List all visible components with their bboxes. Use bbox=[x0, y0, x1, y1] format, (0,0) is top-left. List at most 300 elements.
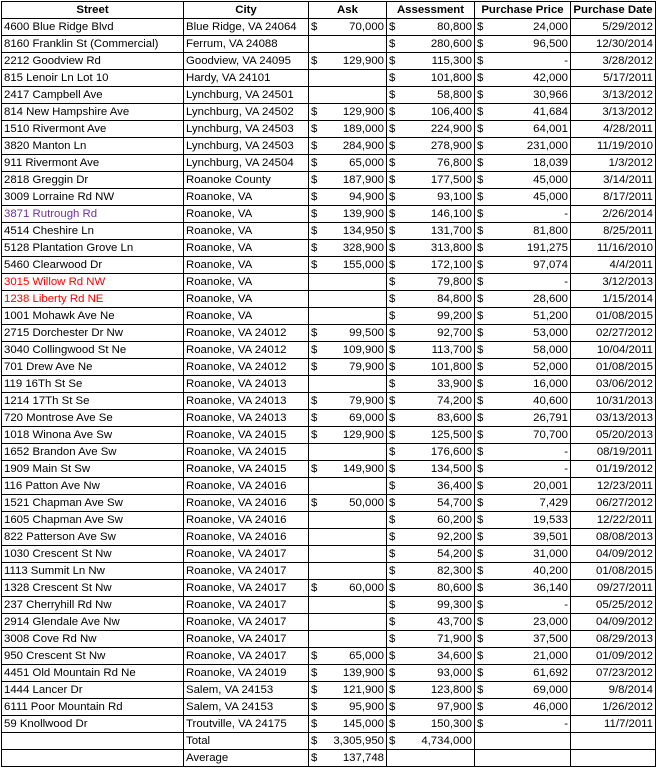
purchase-price-cell[interactable] bbox=[475, 665, 571, 682]
currency-symbol: $ bbox=[389, 428, 396, 441]
street-cell[interactable]: 701 Drew Ave Ne bbox=[2, 359, 184, 376]
summary-price-cell[interactable] bbox=[475, 733, 571, 750]
ask-cell-value: 328,900 bbox=[342, 241, 384, 254]
purchase-date-cell[interactable]: 05/25/2012 bbox=[571, 597, 656, 614]
purchase-price-cell[interactable] bbox=[475, 648, 571, 665]
ask-cell[interactable] bbox=[309, 495, 387, 512]
purchase-date-cell[interactable]: 3/13/2012 bbox=[571, 87, 656, 104]
purchase-date-cell[interactable]: 2/26/2014 bbox=[571, 206, 656, 223]
purchase-date-cell[interactable]: 3/28/2012 bbox=[571, 53, 656, 70]
assessment-cell[interactable] bbox=[387, 240, 475, 257]
header-street[interactable]: Street bbox=[2, 2, 184, 19]
purchase-price-cell[interactable] bbox=[475, 614, 571, 631]
city-cell[interactable]: Roanoke, VA 24012 bbox=[184, 325, 309, 342]
assessment-cell[interactable] bbox=[387, 325, 475, 342]
ask-cell[interactable] bbox=[309, 597, 387, 614]
city-cell[interactable]: Roanoke, VA 24013 bbox=[184, 410, 309, 427]
city-cell[interactable]: Roanoke, VA 24015 bbox=[184, 427, 309, 444]
purchase-price-cell[interactable] bbox=[475, 223, 571, 240]
purchase-price-cell[interactable] bbox=[475, 70, 571, 87]
assessment-cell[interactable] bbox=[387, 665, 475, 682]
currency-symbol: $ bbox=[311, 54, 318, 67]
purchase-price-cell[interactable] bbox=[475, 546, 571, 563]
assessment-cell[interactable] bbox=[387, 563, 475, 580]
street-cell[interactable]: 815 Lenoir Ln Lot 10 bbox=[2, 70, 184, 87]
purchase-price-cell[interactable] bbox=[475, 393, 571, 410]
assessment-cell[interactable] bbox=[387, 359, 475, 376]
purchase-date-cell[interactable]: 08/19/2011 bbox=[571, 444, 656, 461]
purchase-price-cell[interactable] bbox=[475, 444, 571, 461]
city-cell[interactable]: Troutville, VA 24175 bbox=[184, 716, 309, 733]
assessment-cell[interactable] bbox=[387, 53, 475, 70]
purchase-date-cell[interactable]: 5/17/2011 bbox=[571, 70, 656, 87]
purchase-price-cell-value: 191,275 bbox=[526, 241, 568, 254]
header-assessment[interactable]: Assessment bbox=[387, 2, 475, 19]
assessment-cell[interactable] bbox=[387, 461, 475, 478]
city-cell[interactable]: Roanoke, VA bbox=[184, 257, 309, 274]
purchase-date-cell[interactable]: 04/09/2012 bbox=[571, 546, 656, 563]
assessment-cell[interactable] bbox=[387, 529, 475, 546]
purchase-date-cell[interactable]: 01/08/2015 bbox=[571, 563, 656, 580]
purchase-date-cell[interactable]: 10/31/2013 bbox=[571, 393, 656, 410]
city-cell[interactable]: Roanoke, VA 24016 bbox=[184, 495, 309, 512]
purchase-date-cell[interactable]: 1/26/2012 bbox=[571, 699, 656, 716]
ask-cell[interactable] bbox=[309, 87, 387, 104]
city-cell[interactable]: Roanoke, VA 24017 bbox=[184, 614, 309, 631]
purchase-price-cell[interactable] bbox=[475, 87, 571, 104]
city-cell[interactable]: Roanoke, VA 24016 bbox=[184, 512, 309, 529]
city-cell[interactable]: Goodview, VA 24095 bbox=[184, 53, 309, 70]
city-cell[interactable]: Lynchburg, VA 24501 bbox=[184, 87, 309, 104]
ask-cell[interactable] bbox=[309, 291, 387, 308]
purchase-price-cell[interactable] bbox=[475, 240, 571, 257]
ask-cell[interactable] bbox=[309, 682, 387, 699]
currency-symbol: $ bbox=[389, 377, 396, 390]
summary-price-cell[interactable] bbox=[475, 750, 571, 767]
purchase-price-cell[interactable] bbox=[475, 206, 571, 223]
street-cell[interactable]: 911 Rivermont Ave bbox=[2, 155, 184, 172]
city-cell[interactable]: Salem, VA 24153 bbox=[184, 682, 309, 699]
summary-assessment-cell[interactable] bbox=[387, 750, 475, 767]
city-cell[interactable]: Roanoke, VA 24015 bbox=[184, 461, 309, 478]
purchase-date-cell[interactable]: 10/04/2011 bbox=[571, 342, 656, 359]
purchase-price-cell[interactable] bbox=[475, 716, 571, 733]
purchase-price-cell[interactable] bbox=[475, 529, 571, 546]
summary-date-cell[interactable] bbox=[571, 750, 656, 767]
summary-label-cell[interactable]: Average bbox=[184, 750, 309, 767]
ask-cell[interactable] bbox=[309, 70, 387, 87]
city-cell[interactable]: Roanoke, VA 24017 bbox=[184, 580, 309, 597]
purchase-date-cell[interactable]: 11/19/2010 bbox=[571, 138, 656, 155]
street-cell[interactable]: 2818 Greggin Dr bbox=[2, 172, 184, 189]
purchase-price-cell[interactable] bbox=[475, 478, 571, 495]
currency-symbol: $ bbox=[389, 513, 396, 526]
purchase-price-cell[interactable] bbox=[475, 495, 571, 512]
assessment-cell-value: 33,900 bbox=[437, 377, 472, 390]
city-cell[interactable]: Lynchburg, VA 24504 bbox=[184, 155, 309, 172]
ask-cell[interactable] bbox=[309, 699, 387, 716]
purchase-date-cell[interactable]: 5/29/2012 bbox=[571, 19, 656, 36]
city-cell[interactable]: Roanoke, VA 24012 bbox=[184, 342, 309, 359]
ask-cell-value: 50,000 bbox=[349, 496, 384, 509]
assessment-cell[interactable] bbox=[387, 444, 475, 461]
purchase-date-cell[interactable]: 01/08/2015 bbox=[571, 359, 656, 376]
city-cell[interactable]: Roanoke, VA 24019 bbox=[184, 665, 309, 682]
purchase-price-cell[interactable] bbox=[475, 580, 571, 597]
assessment-cell-value: 54,700 bbox=[437, 496, 472, 509]
street-cell[interactable]: 4600 Blue Ridge Blvd bbox=[2, 19, 184, 36]
ask-cell[interactable] bbox=[309, 223, 387, 240]
city-cell[interactable]: Roanoke, VA 24013 bbox=[184, 376, 309, 393]
purchase-date-cell[interactable]: 4/28/2011 bbox=[571, 121, 656, 138]
street-cell[interactable]: 4451 Old Mountain Rd Ne bbox=[2, 665, 184, 682]
table-row bbox=[2, 172, 656, 189]
header-ask[interactable]: Ask bbox=[309, 2, 387, 19]
purchase-date-cell[interactable]: 8/25/2011 bbox=[571, 223, 656, 240]
street-cell[interactable]: 5460 Clearwood Dr bbox=[2, 257, 184, 274]
street-cell[interactable]: 1030 Crescent St Nw bbox=[2, 546, 184, 563]
assessment-cell[interactable] bbox=[387, 427, 475, 444]
purchase-date-cell[interactable]: 01/08/2015 bbox=[571, 308, 656, 325]
purchase-price-cell[interactable] bbox=[475, 36, 571, 53]
ask-cell[interactable] bbox=[309, 206, 387, 223]
ask-cell[interactable] bbox=[309, 138, 387, 155]
assessment-cell[interactable] bbox=[387, 155, 475, 172]
purchase-date-cell[interactable]: 03/06/2012 bbox=[571, 376, 656, 393]
city-cell[interactable]: Roanoke, VA 24013 bbox=[184, 393, 309, 410]
assessment-cell[interactable] bbox=[387, 189, 475, 206]
currency-symbol: $ bbox=[311, 649, 318, 662]
assessment-cell[interactable] bbox=[387, 376, 475, 393]
assessment-cell[interactable] bbox=[387, 393, 475, 410]
purchase-price-cell[interactable] bbox=[475, 699, 571, 716]
currency-symbol: $ bbox=[389, 632, 396, 645]
street-cell[interactable]: 1238 Liberty Rd NE bbox=[2, 291, 184, 308]
city-cell[interactable]: Roanoke, VA 24016 bbox=[184, 478, 309, 495]
city-cell[interactable]: Roanoke, VA 24012 bbox=[184, 359, 309, 376]
city-cell[interactable]: Roanoke, VA bbox=[184, 189, 309, 206]
street-cell[interactable]: 1605 Chapman Ave Sw bbox=[2, 512, 184, 529]
ask-cell[interactable] bbox=[309, 359, 387, 376]
city-cell[interactable]: Roanoke, VA bbox=[184, 291, 309, 308]
purchase-date-cell[interactable]: 1/3/2012 bbox=[571, 155, 656, 172]
city-cell[interactable]: Ferrum, VA 24088 bbox=[184, 36, 309, 53]
summary-blank-cell[interactable] bbox=[2, 733, 184, 750]
street-cell[interactable]: 1214 17Th St Se bbox=[2, 393, 184, 410]
street-cell[interactable]: 59 Knollwood Dr bbox=[2, 716, 184, 733]
street-cell[interactable]: 2212 Goodview Rd bbox=[2, 53, 184, 70]
street-cell[interactable]: 720 Montrose Ave Se bbox=[2, 410, 184, 427]
city-cell[interactable]: Roanoke, VA 24015 bbox=[184, 444, 309, 461]
purchase-date-cell[interactable]: 09/27/2011 bbox=[571, 580, 656, 597]
city-cell[interactable]: Lynchburg, VA 24502 bbox=[184, 104, 309, 121]
ask-cell[interactable] bbox=[309, 427, 387, 444]
street-cell[interactable]: 8160 Franklin St (Commercial) bbox=[2, 36, 184, 53]
ask-cell-value: 187,900 bbox=[342, 173, 384, 186]
assessment-cell[interactable] bbox=[387, 614, 475, 631]
purchase-date-cell[interactable]: 11/7/2011 bbox=[571, 716, 656, 733]
street-cell[interactable]: 1652 Brandon Ave Sw bbox=[2, 444, 184, 461]
city-cell[interactable]: Roanoke, VA 24017 bbox=[184, 631, 309, 648]
purchase-date-cell[interactable]: 9/8/2014 bbox=[571, 682, 656, 699]
purchase-price-cell[interactable] bbox=[475, 597, 571, 614]
street-cell[interactable]: 3040 Collingwood St Ne bbox=[2, 342, 184, 359]
ask-cell[interactable] bbox=[309, 342, 387, 359]
assessment-cell-value: 43,700 bbox=[437, 615, 472, 628]
header-purchase-price[interactable]: Purchase Price bbox=[475, 2, 571, 19]
ask-cell[interactable] bbox=[309, 104, 387, 121]
purchase-price-cell[interactable] bbox=[475, 189, 571, 206]
purchase-price-cell[interactable] bbox=[475, 427, 571, 444]
purchase-price-cell[interactable] bbox=[475, 19, 571, 36]
summary-ask-cell[interactable] bbox=[309, 750, 387, 767]
city-cell[interactable]: Lynchburg, VA 24503 bbox=[184, 138, 309, 155]
assessment-cell-value: 82,300 bbox=[437, 564, 472, 577]
assessment-cell[interactable] bbox=[387, 274, 475, 291]
ask-cell[interactable] bbox=[309, 274, 387, 291]
table-row bbox=[2, 274, 656, 291]
table-row bbox=[2, 614, 656, 631]
assessment-cell[interactable] bbox=[387, 580, 475, 597]
assessment-cell[interactable] bbox=[387, 342, 475, 359]
city-cell[interactable]: Hardy, VA 24101 bbox=[184, 70, 309, 87]
ask-cell[interactable] bbox=[309, 665, 387, 682]
assessment-cell[interactable] bbox=[387, 206, 475, 223]
purchase-price-cell[interactable] bbox=[475, 325, 571, 342]
purchase-price-cell-value: 69,000 bbox=[533, 683, 568, 696]
city-cell[interactable]: Roanoke, VA bbox=[184, 223, 309, 240]
assessment-cell[interactable] bbox=[387, 682, 475, 699]
ask-cell[interactable] bbox=[309, 478, 387, 495]
street-cell[interactable]: 4514 Cheshire Ln bbox=[2, 223, 184, 240]
street-cell[interactable]: 1510 Rivermont Ave bbox=[2, 121, 184, 138]
assessment-cell[interactable] bbox=[387, 699, 475, 716]
street-cell[interactable]: 950 Crescent St Nw bbox=[2, 648, 184, 665]
ask-cell-value: 94,900 bbox=[349, 190, 384, 203]
city-cell[interactable]: Roanoke, VA 24017 bbox=[184, 597, 309, 614]
ask-cell[interactable] bbox=[309, 155, 387, 172]
ask-cell[interactable] bbox=[309, 563, 387, 580]
purchase-price-cell[interactable] bbox=[475, 631, 571, 648]
street-cell[interactable]: 1113 Summit Ln Nw bbox=[2, 563, 184, 580]
assessment-cell[interactable] bbox=[387, 716, 475, 733]
ask-cell[interactable] bbox=[309, 53, 387, 70]
purchase-date-cell[interactable]: 3/14/2011 bbox=[571, 172, 656, 189]
assessment-cell-value: 177,500 bbox=[430, 173, 472, 186]
street-cell[interactable]: 6111 Poor Mountain Rd bbox=[2, 699, 184, 716]
header-purchase-date[interactable]: Purchase Date bbox=[571, 2, 656, 19]
purchase-price-cell[interactable] bbox=[475, 563, 571, 580]
header-city[interactable]: City bbox=[184, 2, 309, 19]
assessment-cell[interactable] bbox=[387, 495, 475, 512]
summary-blank-cell[interactable] bbox=[2, 750, 184, 767]
ask-cell[interactable] bbox=[309, 189, 387, 206]
assessment-cell[interactable] bbox=[387, 138, 475, 155]
street-cell[interactable]: 1909 Main St Sw bbox=[2, 461, 184, 478]
purchase-price-cell[interactable] bbox=[475, 308, 571, 325]
city-cell[interactable]: Roanoke, VA 24017 bbox=[184, 563, 309, 580]
assessment-cell[interactable] bbox=[387, 257, 475, 274]
purchase-date-cell[interactable]: 04/09/2012 bbox=[571, 614, 656, 631]
assessment-cell[interactable] bbox=[387, 512, 475, 529]
purchase-date-cell[interactable]: 01/19/2012 bbox=[571, 461, 656, 478]
ask-cell[interactable] bbox=[309, 19, 387, 36]
ask-cell[interactable] bbox=[309, 631, 387, 648]
city-cell[interactable]: Salem, VA 24153 bbox=[184, 699, 309, 716]
ask-cell[interactable] bbox=[309, 461, 387, 478]
ask-cell[interactable] bbox=[309, 376, 387, 393]
summary-assessment-cell[interactable] bbox=[387, 733, 475, 750]
purchase-price-cell[interactable] bbox=[475, 257, 571, 274]
currency-symbol: $ bbox=[389, 360, 396, 373]
summary-ask-cell[interactable] bbox=[309, 733, 387, 750]
assessment-cell-value: 80,800 bbox=[437, 20, 472, 33]
ask-cell[interactable] bbox=[309, 308, 387, 325]
purchase-date-cell[interactable]: 03/13/2013 bbox=[571, 410, 656, 427]
street-cell[interactable]: 1001 Mohawk Ave Ne bbox=[2, 308, 184, 325]
purchase-price-cell[interactable] bbox=[475, 682, 571, 699]
purchase-price-cell[interactable] bbox=[475, 172, 571, 189]
assessment-cell[interactable] bbox=[387, 19, 475, 36]
purchase-date-cell[interactable]: 11/16/2010 bbox=[571, 240, 656, 257]
purchase-date-cell[interactable]: 3/12/2013 bbox=[571, 274, 656, 291]
purchase-price-cell[interactable] bbox=[475, 53, 571, 70]
purchase-price-cell[interactable] bbox=[475, 291, 571, 308]
purchase-date-cell[interactable]: 4/4/2011 bbox=[571, 257, 656, 274]
purchase-price-cell[interactable] bbox=[475, 512, 571, 529]
ask-cell[interactable] bbox=[309, 410, 387, 427]
assessment-cell[interactable] bbox=[387, 36, 475, 53]
purchase-price-cell-value: 39,501 bbox=[533, 530, 568, 543]
ask-cell[interactable] bbox=[309, 512, 387, 529]
street-cell[interactable]: 1444 Lancer Dr bbox=[2, 682, 184, 699]
street-cell[interactable]: 3820 Manton Ln bbox=[2, 138, 184, 155]
assessment-cell[interactable] bbox=[387, 631, 475, 648]
street-cell[interactable]: 3015 Willow Rd NW bbox=[2, 274, 184, 291]
purchase-price-cell[interactable] bbox=[475, 359, 571, 376]
currency-symbol: $ bbox=[477, 54, 484, 67]
street-cell[interactable]: 2914 Glendale Ave Nw bbox=[2, 614, 184, 631]
purchase-price-cell[interactable] bbox=[475, 342, 571, 359]
assessment-cell[interactable] bbox=[387, 172, 475, 189]
summary-date-cell[interactable] bbox=[571, 733, 656, 750]
city-cell[interactable]: Roanoke, VA 24016 bbox=[184, 529, 309, 546]
city-cell[interactable]: Roanoke, VA bbox=[184, 240, 309, 257]
purchase-price-cell[interactable] bbox=[475, 138, 571, 155]
ask-cell[interactable] bbox=[309, 716, 387, 733]
street-cell[interactable]: 3871 Rutrough Rd bbox=[2, 206, 184, 223]
ask-cell[interactable] bbox=[309, 648, 387, 665]
street-cell[interactable]: 814 New Hampshire Ave bbox=[2, 104, 184, 121]
street-cell[interactable]: 3008 Cove Rd Nw bbox=[2, 631, 184, 648]
purchase-date-cell[interactable]: 07/23/2012 bbox=[571, 665, 656, 682]
street-cell[interactable]: 822 Patterson Ave Sw bbox=[2, 529, 184, 546]
ask-cell[interactable] bbox=[309, 240, 387, 257]
ask-cell[interactable] bbox=[309, 121, 387, 138]
purchase-date-cell[interactable]: 1/15/2014 bbox=[571, 291, 656, 308]
city-cell[interactable]: Blue Ridge, VA 24064 bbox=[184, 19, 309, 36]
street-cell[interactable]: 5128 Plantation Grove Ln bbox=[2, 240, 184, 257]
currency-symbol: $ bbox=[477, 207, 484, 220]
ask-cell[interactable] bbox=[309, 614, 387, 631]
ask-cell[interactable] bbox=[309, 257, 387, 274]
purchase-price-cell[interactable] bbox=[475, 104, 571, 121]
assessment-cell[interactable] bbox=[387, 410, 475, 427]
assessment-cell[interactable] bbox=[387, 546, 475, 563]
purchase-date-cell[interactable]: 3/13/2012 bbox=[571, 104, 656, 121]
assessment-cell-value: 101,800 bbox=[430, 71, 472, 84]
ask-cell[interactable] bbox=[309, 580, 387, 597]
purchase-price-cell[interactable] bbox=[475, 274, 571, 291]
summary-label-cell[interactable]: Total bbox=[184, 733, 309, 750]
assessment-cell[interactable] bbox=[387, 70, 475, 87]
purchase-price-cell[interactable] bbox=[475, 121, 571, 138]
assessment-cell[interactable] bbox=[387, 223, 475, 240]
table-row bbox=[2, 206, 656, 223]
assessment-cell[interactable] bbox=[387, 121, 475, 138]
assessment-cell[interactable] bbox=[387, 87, 475, 104]
ask-cell[interactable] bbox=[309, 325, 387, 342]
purchase-price-cell[interactable] bbox=[475, 461, 571, 478]
ask-cell[interactable] bbox=[309, 393, 387, 410]
purchase-date-cell[interactable]: 12/30/2014 bbox=[571, 36, 656, 53]
street-cell[interactable]: 1328 Crescent St Nw bbox=[2, 580, 184, 597]
ask-cell[interactable] bbox=[309, 36, 387, 53]
city-cell[interactable]: Roanoke County bbox=[184, 172, 309, 189]
currency-symbol: $ bbox=[311, 224, 318, 237]
purchase-date-cell[interactable]: 08/08/2013 bbox=[571, 529, 656, 546]
purchase-price-cell[interactable] bbox=[475, 376, 571, 393]
street-cell[interactable]: 2715 Dorchester Dr Nw bbox=[2, 325, 184, 342]
assessment-cell[interactable] bbox=[387, 597, 475, 614]
city-cell[interactable]: Lynchburg, VA 24503 bbox=[184, 121, 309, 138]
purchase-price-cell[interactable] bbox=[475, 410, 571, 427]
street-cell[interactable]: 237 Cherryhill Rd Nw bbox=[2, 597, 184, 614]
ask-cell[interactable] bbox=[309, 444, 387, 461]
city-cell[interactable]: Roanoke, VA bbox=[184, 308, 309, 325]
assessment-cell[interactable] bbox=[387, 291, 475, 308]
purchase-date-cell[interactable]: 12/23/2011 bbox=[571, 478, 656, 495]
assessment-cell[interactable] bbox=[387, 308, 475, 325]
assessment-cell[interactable] bbox=[387, 104, 475, 121]
assessment-cell[interactable] bbox=[387, 648, 475, 665]
street-cell[interactable]: 116 Patton Ave Nw bbox=[2, 478, 184, 495]
purchase-date-cell[interactable]: 02/27/2012 bbox=[571, 325, 656, 342]
currency-symbol: $ bbox=[477, 309, 484, 322]
city-cell[interactable]: Roanoke, VA bbox=[184, 206, 309, 223]
assessment-cell[interactable] bbox=[387, 478, 475, 495]
table-row bbox=[2, 359, 656, 376]
purchase-date-cell[interactable]: 12/22/2011 bbox=[571, 512, 656, 529]
street-cell[interactable]: 2417 Campbell Ave bbox=[2, 87, 184, 104]
street-cell[interactable]: 1018 Winona Ave Sw bbox=[2, 427, 184, 444]
purchase-date-cell[interactable]: 06/27/2012 bbox=[571, 495, 656, 512]
street-cell[interactable]: 1521 Chapman Ave Sw bbox=[2, 495, 184, 512]
purchase-price-cell[interactable] bbox=[475, 155, 571, 172]
purchase-date-cell[interactable]: 01/09/2012 bbox=[571, 648, 656, 665]
ask-cell[interactable] bbox=[309, 546, 387, 563]
purchase-date-cell[interactable]: 8/17/2011 bbox=[571, 189, 656, 206]
city-cell[interactable]: Roanoke, VA 24017 bbox=[184, 648, 309, 665]
ask-cell[interactable] bbox=[309, 529, 387, 546]
ask-cell[interactable] bbox=[309, 172, 387, 189]
purchase-date-cell[interactable]: 05/20/2013 bbox=[571, 427, 656, 444]
purchase-date-cell[interactable]: 08/29/2013 bbox=[571, 631, 656, 648]
street-cell[interactable]: 3009 Lorraine Rd NW bbox=[2, 189, 184, 206]
street-cell[interactable]: 119 16Th St Se bbox=[2, 376, 184, 393]
city-cell[interactable]: Roanoke, VA 24017 bbox=[184, 546, 309, 563]
city-cell[interactable]: Roanoke, VA bbox=[184, 274, 309, 291]
